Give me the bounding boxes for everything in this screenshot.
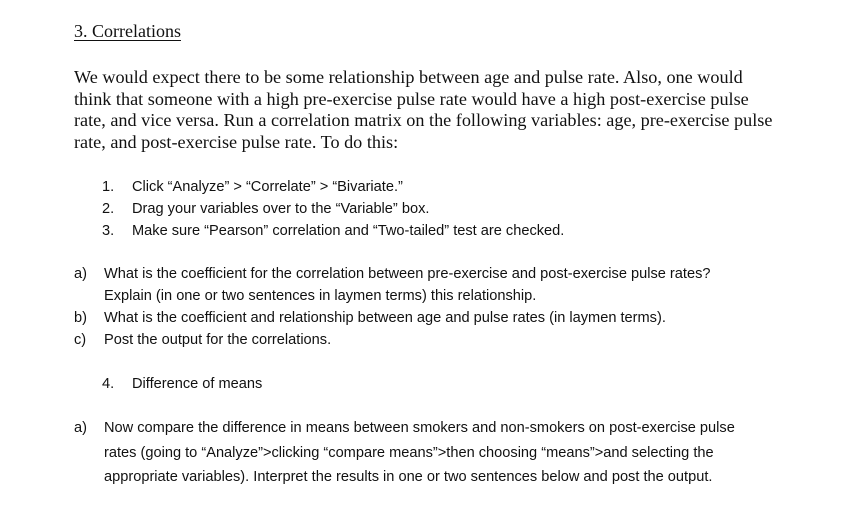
question-item	[74, 329, 711, 351]
intro-paragraph	[74, 67, 834, 153]
step-item	[102, 220, 564, 242]
section-4-number: 4.	[102, 376, 115, 392]
question-item	[74, 263, 711, 307]
question-text: What is the coefficient and relationship between age and pulse rates (in laymen terms).	[104, 310, 666, 326]
question-text: What is the coefficient for the correlation between pre-exercise and post-exercise pulse rates?	[104, 266, 711, 282]
step-text: Click “Analyze” > “Correlate” > “Bivariate.”	[132, 179, 403, 195]
section-4-title: Difference of means	[132, 376, 263, 392]
steps-list	[102, 176, 564, 242]
intro-line: rate, and post-exercise pulse rate. To do this:	[74, 131, 399, 152]
step-number: 1.	[102, 179, 115, 195]
intro-line: think that someone with a high pre-exercise pulse rate would have a high post-exercise pulse	[74, 88, 749, 109]
section-4-heading	[102, 373, 262, 395]
step-text: Drag your variables over to the “Variable” box.	[132, 201, 430, 217]
step-item	[102, 198, 564, 220]
question-text: appropriate variables). Interpret the results in one or two sentences below and post the output.	[104, 469, 713, 485]
intro-line: We would expect there to be some relationship between age and pulse rate. Also, one would	[74, 67, 743, 87]
step-number: 2.	[102, 201, 115, 217]
questions-list	[74, 263, 711, 351]
question-text: Explain (in one or two sentences in laymen terms) this relationship.	[104, 288, 537, 304]
question-text: Now compare the difference in means between smokers and non-smokers on post-exercise pulse	[104, 420, 735, 436]
question-item	[74, 416, 735, 490]
step-number: 3.	[102, 223, 115, 239]
question-letter: a)	[74, 420, 87, 436]
question-item	[74, 307, 711, 329]
question-text: Post the output for the correlations.	[104, 332, 332, 348]
intro-line: rate, and vice versa. Run a correlation matrix on the following variables: age, pre-exercise pulse	[74, 110, 773, 130]
question-text: rates (going to “Analyze”>clicking “compare means”>then choosing “means”>and selecting the	[104, 444, 714, 461]
question-letter: a)	[74, 266, 87, 282]
section-heading: 3. Correlations	[74, 21, 181, 41]
question-letter: b)	[74, 310, 87, 326]
step-item	[102, 176, 564, 198]
step-text: Make sure “Pearson” correlation and “Two-tailed” test are checked.	[132, 223, 565, 239]
question-letter: c)	[74, 332, 87, 348]
section-4-row	[102, 373, 262, 395]
section-4-question	[74, 416, 735, 490]
